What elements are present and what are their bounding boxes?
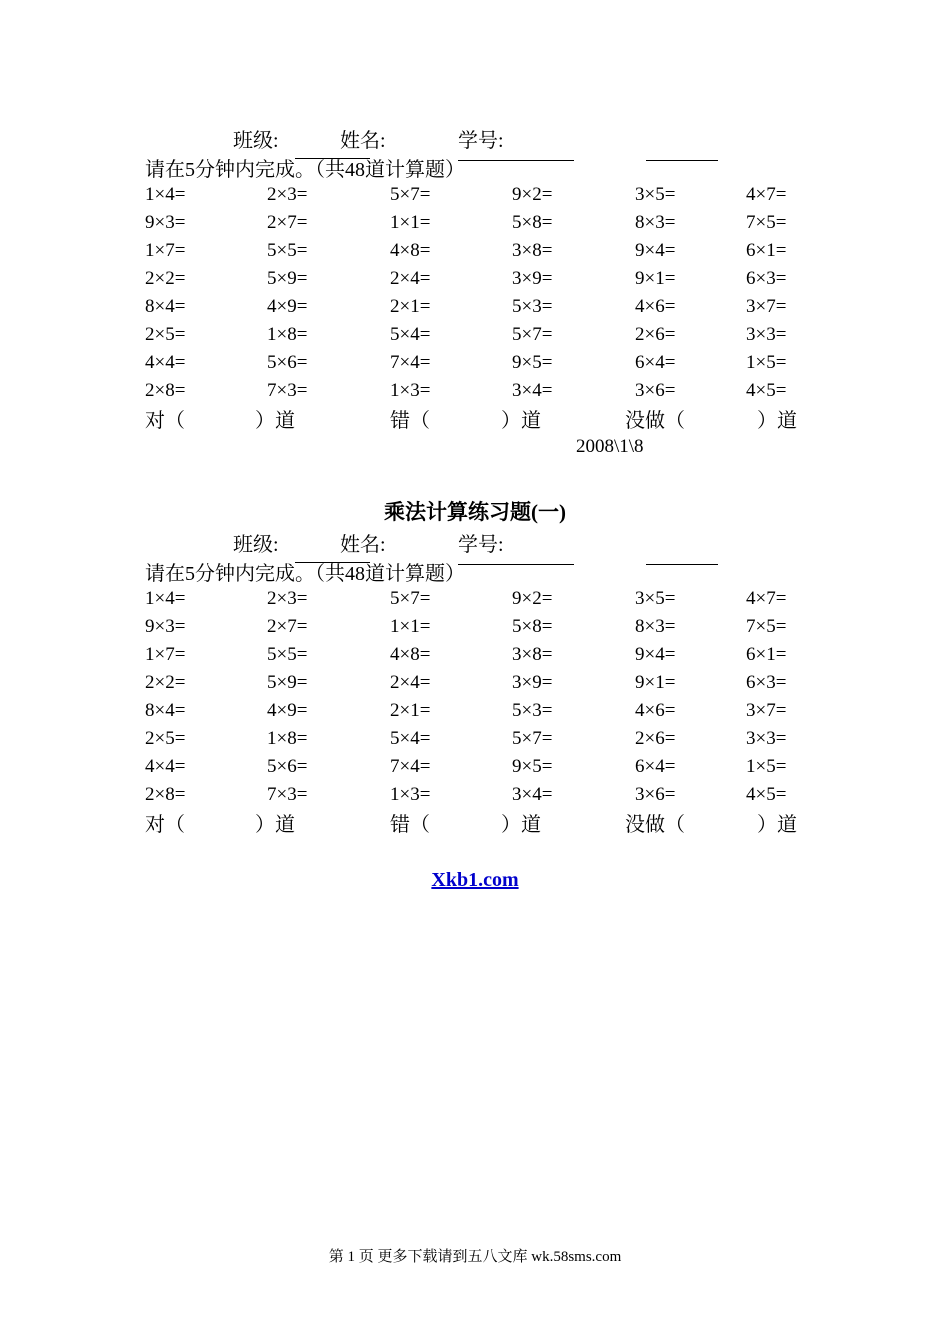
problem: 1×5= xyxy=(746,756,787,777)
problem: 9×1= xyxy=(635,672,676,693)
problem: 8×4= xyxy=(145,296,186,317)
wrong-close: ）道 xyxy=(501,410,541,432)
problem: 2×7= xyxy=(267,212,308,233)
problem: 4×6= xyxy=(635,296,676,317)
problem: 4×8= xyxy=(390,240,431,261)
problem: 7×5= xyxy=(746,616,787,637)
problem: 3×9= xyxy=(512,268,553,289)
correct-close: ）道 xyxy=(255,814,295,836)
problem: 3×7= xyxy=(746,700,787,721)
problem: 4×8= xyxy=(390,644,431,665)
problem: 2×2= xyxy=(145,672,186,693)
id-underline-1 xyxy=(458,160,574,161)
problem-row xyxy=(145,184,815,212)
problem: 2×2= xyxy=(145,268,186,289)
worksheet-title: 乘法计算练习题(一) xyxy=(384,500,566,524)
problem: 6×3= xyxy=(746,672,787,693)
skipped-open: 没做（ xyxy=(625,814,685,836)
site-link-container xyxy=(0,869,950,892)
problem: 8×4= xyxy=(145,700,186,721)
problem: 2×8= xyxy=(145,784,186,805)
problem: 3×6= xyxy=(635,784,676,805)
problem: 4×6= xyxy=(635,700,676,721)
problem-row xyxy=(145,324,815,352)
problem: 2×3= xyxy=(267,184,308,205)
problem: 1×8= xyxy=(267,324,308,345)
problem: 5×8= xyxy=(512,212,553,233)
problem: 2×6= xyxy=(635,324,676,345)
problem: 1×3= xyxy=(390,784,431,805)
problem: 9×2= xyxy=(512,184,553,205)
problem: 3×3= xyxy=(746,728,787,749)
problem: 7×4= xyxy=(390,756,431,777)
wrong-close: ）道 xyxy=(501,814,541,836)
problem: 8×3= xyxy=(635,616,676,637)
problem: 1×4= xyxy=(145,588,186,609)
problem: 4×5= xyxy=(746,784,787,805)
problem: 2×8= xyxy=(145,380,186,401)
skipped-close: ）道 xyxy=(757,410,797,432)
problem: 3×5= xyxy=(635,184,676,205)
problem: 5×5= xyxy=(267,240,308,261)
problem: 3×3= xyxy=(746,324,787,345)
problem: 6×4= xyxy=(635,352,676,373)
problem: 6×1= xyxy=(746,644,787,665)
problem: 4×7= xyxy=(746,184,787,205)
problem-row xyxy=(145,352,815,380)
id-underline-2 xyxy=(646,564,718,565)
problem: 8×3= xyxy=(635,212,676,233)
skipped-open: 没做（ xyxy=(625,410,685,432)
problem: 7×3= xyxy=(267,380,308,401)
problem: 7×4= xyxy=(390,352,431,373)
problem: 7×3= xyxy=(267,784,308,805)
problem-row xyxy=(145,240,815,268)
class-label: 班级: xyxy=(233,130,279,152)
problem: 5×3= xyxy=(512,296,553,317)
problem: 5×3= xyxy=(512,700,553,721)
date: 2008\1\8 xyxy=(576,436,644,457)
problem: 1×1= xyxy=(390,212,431,233)
problem: 6×3= xyxy=(746,268,787,289)
problem: 9×4= xyxy=(635,240,676,261)
problem-row xyxy=(145,268,815,296)
id-underline-1 xyxy=(458,564,574,565)
site-link[interactable]: Xkb1.com xyxy=(431,869,519,891)
problem: 4×9= xyxy=(267,296,308,317)
problem: 9×3= xyxy=(145,212,186,233)
problem: 5×4= xyxy=(390,728,431,749)
score-line xyxy=(145,808,815,836)
problem: 9×3= xyxy=(145,616,186,637)
problem: 5×7= xyxy=(390,588,431,609)
problem: 9×2= xyxy=(512,588,553,609)
wrong-open: 错（ xyxy=(390,814,430,836)
problem: 3×8= xyxy=(512,644,553,665)
problem: 2×1= xyxy=(390,296,431,317)
instruction: 请在5分钟内完成。（共48道计算题） xyxy=(145,563,465,585)
instruction: 请在5分钟内完成。（共48道计算题） xyxy=(145,159,465,181)
problem: 2×5= xyxy=(145,728,186,749)
problem: 2×3= xyxy=(267,588,308,609)
problem: 2×7= xyxy=(267,616,308,637)
class-label: 班级: xyxy=(233,534,279,556)
problem: 2×5= xyxy=(145,324,186,345)
problem-row xyxy=(145,588,815,616)
score-line xyxy=(145,404,815,432)
problem: 5×9= xyxy=(267,672,308,693)
problem: 5×6= xyxy=(267,756,308,777)
problem-row xyxy=(145,616,815,644)
problem: 2×4= xyxy=(390,672,431,693)
problem: 5×5= xyxy=(267,644,308,665)
problem: 5×8= xyxy=(512,616,553,637)
page-footer: 第 1 页 更多下载请到五八文库 wk.58sms.com xyxy=(328,1249,622,1265)
problem: 3×4= xyxy=(512,784,553,805)
problem-row xyxy=(145,672,815,700)
problem: 1×4= xyxy=(145,184,186,205)
problem: 2×4= xyxy=(390,268,431,289)
correct-open: 对（ xyxy=(145,410,185,432)
problem: 1×7= xyxy=(145,240,186,261)
problem: 7×5= xyxy=(746,212,787,233)
name-label: 姓名: xyxy=(340,130,386,152)
problem: 5×7= xyxy=(512,324,553,345)
problem: 3×7= xyxy=(746,296,787,317)
problem: 4×5= xyxy=(746,380,787,401)
problem: 3×6= xyxy=(635,380,676,401)
problem: 4×7= xyxy=(746,588,787,609)
problem: 6×4= xyxy=(635,756,676,777)
problem: 9×5= xyxy=(512,756,553,777)
problem-row xyxy=(145,644,815,672)
problem-row xyxy=(145,728,815,756)
problem: 5×7= xyxy=(512,728,553,749)
problem: 2×1= xyxy=(390,700,431,721)
problem: 3×5= xyxy=(635,588,676,609)
problem: 9×1= xyxy=(635,268,676,289)
problem: 1×5= xyxy=(746,352,787,373)
problem-row xyxy=(145,700,815,728)
problem: 4×4= xyxy=(145,352,186,373)
problem: 2×6= xyxy=(635,728,676,749)
problem: 1×3= xyxy=(390,380,431,401)
problem: 1×7= xyxy=(145,644,186,665)
problem: 1×1= xyxy=(390,616,431,637)
correct-close: ）道 xyxy=(255,410,295,432)
problem: 3×8= xyxy=(512,240,553,261)
problem: 3×9= xyxy=(512,672,553,693)
problem: 5×9= xyxy=(267,268,308,289)
problem: 4×4= xyxy=(145,756,186,777)
problem: 6×1= xyxy=(746,240,787,261)
skipped-close: ）道 xyxy=(757,814,797,836)
id-underline-2 xyxy=(646,160,718,161)
problem: 5×7= xyxy=(390,184,431,205)
problem-row xyxy=(145,212,815,240)
problem-row xyxy=(145,296,815,324)
problem-row xyxy=(145,756,815,784)
student-id-label: 学号: xyxy=(458,534,504,556)
problem: 5×4= xyxy=(390,324,431,345)
wrong-open: 错（ xyxy=(390,410,430,432)
problem: 4×9= xyxy=(267,700,308,721)
problem: 9×4= xyxy=(635,644,676,665)
name-label: 姓名: xyxy=(340,534,386,556)
problem: 5×6= xyxy=(267,352,308,373)
problem: 3×4= xyxy=(512,380,553,401)
student-id-label: 学号: xyxy=(458,130,504,152)
problem: 1×8= xyxy=(267,728,308,749)
correct-open: 对（ xyxy=(145,814,185,836)
problem: 9×5= xyxy=(512,352,553,373)
